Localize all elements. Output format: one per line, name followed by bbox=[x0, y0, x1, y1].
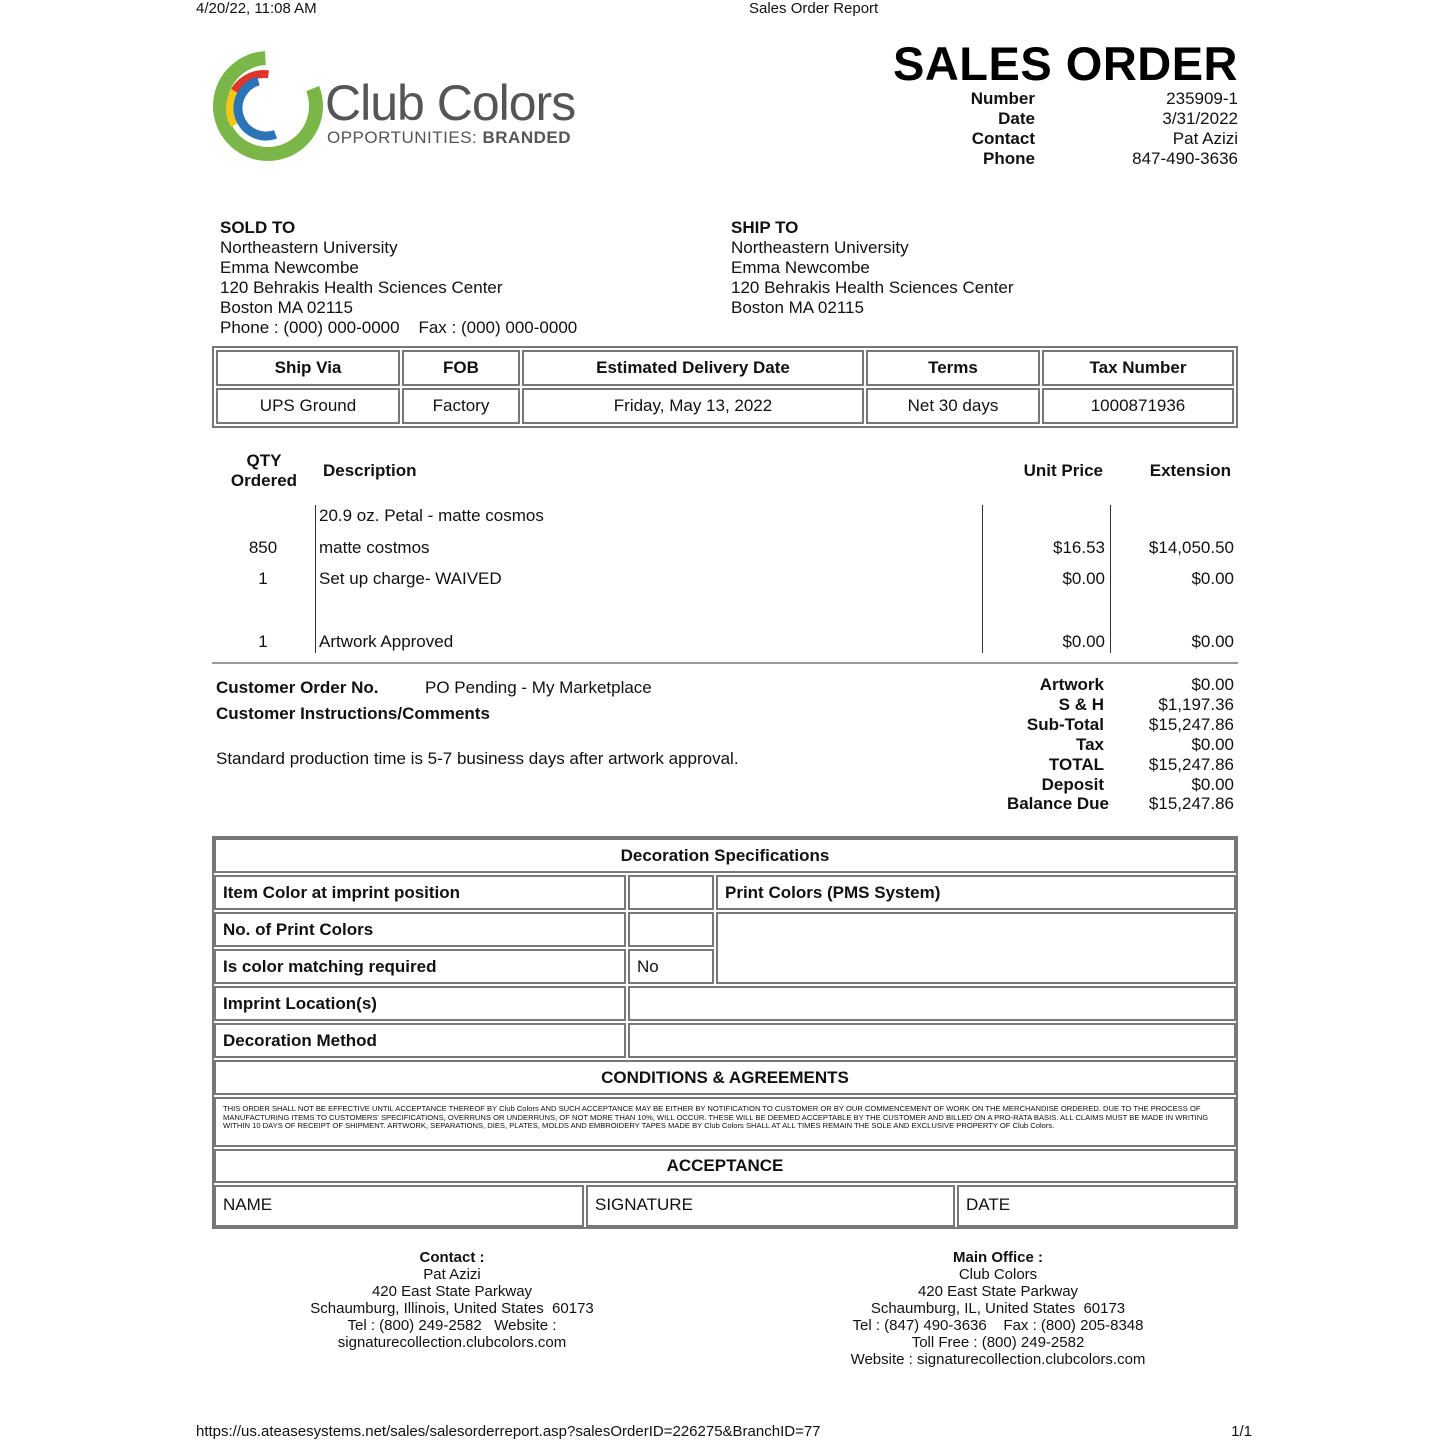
delivery-date-header: Estimated Delivery Date bbox=[522, 350, 864, 386]
unit-price-header: Unit Price bbox=[1023, 461, 1103, 480]
footer-contact-heading: Contact : bbox=[419, 1249, 485, 1266]
line-item-unit-price: $0.00 bbox=[1062, 569, 1105, 588]
delivery-date-value: Friday, May 13, 2022 bbox=[522, 388, 864, 424]
print-page-count: 1/1 bbox=[1231, 1423, 1252, 1440]
acceptance-title: ACCEPTANCE bbox=[666, 1156, 784, 1175]
sold-to-block bbox=[220, 218, 577, 338]
shipping-header-row bbox=[216, 350, 1234, 386]
tax-number-header: Tax Number bbox=[1042, 350, 1234, 386]
decoration-title-cell bbox=[214, 838, 1236, 873]
line-item-extension: $0.00 bbox=[1191, 569, 1234, 588]
line-item-qty: 850 bbox=[248, 538, 278, 557]
sold-to-line: Boston MA 02115 bbox=[220, 298, 353, 317]
order-date-row: Date 3/31/2022 bbox=[998, 109, 1238, 128]
order-phone-row: Phone 847-490-3636 bbox=[983, 149, 1238, 168]
print-datetime: 4/20/22, 11:08 AM bbox=[196, 0, 317, 17]
sales-order-title: SALES ORDER bbox=[893, 37, 1238, 90]
logo-tagline: OPPORTUNITIES: BRANDED bbox=[327, 128, 571, 147]
footer-office-website[interactable]: Website : signaturecollection.clubcolors.com bbox=[850, 1351, 1146, 1368]
sold-to-line: Emma Newcombe bbox=[220, 258, 359, 277]
footer-office-line: Schaumburg, IL, United States 60173 bbox=[870, 1300, 1126, 1317]
subtotal-label: Sub-Total bbox=[1026, 715, 1104, 734]
customer-order-label: Customer Order No. bbox=[216, 678, 379, 697]
customer-instructions-label: Customer Instructions/Comments bbox=[216, 704, 490, 723]
balance-due-value: $15,247.86 bbox=[1148, 794, 1234, 813]
balance-due-label: Balance Due bbox=[1006, 794, 1109, 813]
artwork-total-value: $0.00 bbox=[1191, 675, 1234, 694]
conditions-title-cell bbox=[214, 1060, 1236, 1095]
logo-name: Club Colors bbox=[325, 75, 576, 131]
footer-office-line: Tel : (847) 490-3636 Fax : (800) 205-8348 bbox=[852, 1317, 1144, 1334]
decoration-method-value-cell bbox=[628, 1023, 1236, 1058]
terms-value: Net 30 days bbox=[866, 388, 1040, 424]
tax-value: $0.00 bbox=[1191, 735, 1234, 754]
fob-value: Factory bbox=[402, 388, 520, 424]
customer-comment: Standard production time is 5-7 business days after artwork approval. bbox=[216, 749, 739, 768]
color-match-label-cell: Is color matching required bbox=[214, 949, 626, 984]
acceptance-date-cell[interactable]: DATE bbox=[957, 1185, 1236, 1227]
line-item-description: Set up charge- WAIVED bbox=[319, 569, 502, 588]
subtotal-value: $15,247.86 bbox=[1148, 715, 1234, 734]
description-header: Description bbox=[323, 461, 417, 480]
sold-to-heading: SOLD TO bbox=[220, 218, 296, 237]
print-url: https://us.ateasesystems.net/sales/salesorderreport.asp?salesOrderID=226275&BranchID=77 bbox=[196, 1423, 821, 1440]
qty-ordered-header: QTY Ordered bbox=[230, 451, 298, 490]
grand-total-label: TOTAL bbox=[1048, 755, 1104, 774]
shipping-handling-label: S & H bbox=[1058, 695, 1104, 714]
grand-total-value: $15,247.86 bbox=[1148, 755, 1234, 774]
item-color-value-cell bbox=[628, 875, 714, 910]
line-item-unit-price: $16.53 bbox=[1053, 538, 1105, 557]
deposit-value: $0.00 bbox=[1191, 775, 1234, 794]
acceptance-signature-cell[interactable]: SIGNATURE bbox=[586, 1185, 955, 1227]
extension-header: Extension bbox=[1149, 461, 1231, 480]
acceptance-title-cell bbox=[214, 1149, 1236, 1183]
footer-office-block bbox=[798, 1249, 1198, 1368]
acceptance-name-cell[interactable]: NAME bbox=[214, 1185, 584, 1227]
num-colors-value-cell bbox=[628, 912, 714, 947]
fob-header: FOB bbox=[402, 350, 520, 386]
line-item-qty: 1 bbox=[258, 632, 268, 651]
ship-to-line: 120 Behrakis Health Sciences Center bbox=[731, 278, 1014, 297]
tax-label: Tax bbox=[1075, 735, 1104, 754]
sold-to-line: 120 Behrakis Health Sciences Center bbox=[220, 278, 503, 297]
line-item-extension: $0.00 bbox=[1191, 632, 1234, 651]
deposit-label: Deposit bbox=[1041, 775, 1104, 794]
sold-to-line: Northeastern University bbox=[220, 238, 398, 257]
decoration-title: Decoration Specifications bbox=[620, 845, 830, 865]
sold-to-phone-fax: Phone : (000) 000-0000 Fax : (000) 000-0000 bbox=[220, 318, 578, 337]
ship-to-block bbox=[731, 218, 1014, 318]
line-item-description: 20.9 oz. Petal - matte cosmos bbox=[319, 506, 544, 525]
imprint-location-label-cell: Imprint Location(s) bbox=[214, 986, 626, 1021]
item-color-label-cell: Item Color at imprint position bbox=[214, 875, 626, 910]
num-colors-label-cell: No. of Print Colors bbox=[214, 912, 626, 947]
ship-to-line: Emma Newcombe bbox=[731, 258, 870, 277]
footer-contact-line: Pat Azizi bbox=[423, 1266, 481, 1283]
line-item-extension: $14,050.50 bbox=[1148, 538, 1234, 557]
footer-office-line: Club Colors bbox=[958, 1266, 1038, 1283]
line-items-list bbox=[212, 506, 1238, 656]
footer-office-line: 420 East State Parkway bbox=[917, 1283, 1079, 1300]
conditions-text-cell bbox=[214, 1097, 1236, 1147]
color-match-value-cell: No bbox=[628, 949, 714, 984]
order-number-row: Number 235909-1 bbox=[970, 89, 1238, 108]
shipping-info-table bbox=[212, 346, 1238, 428]
shipping-handling-value: $1,197.36 bbox=[1158, 695, 1234, 714]
order-meta bbox=[900, 89, 1238, 174]
line-item-unit-price: $0.00 bbox=[1062, 632, 1105, 651]
conditions-title: CONDITIONS & AGREEMENTS bbox=[601, 1067, 849, 1087]
print-colors-value-cell bbox=[716, 912, 1236, 984]
line-item-description: Artwork Approved bbox=[319, 632, 454, 651]
imprint-location-value-cell bbox=[628, 986, 1236, 1021]
tax-number-value: 1000871936 bbox=[1042, 388, 1234, 424]
conditions-text: THIS ORDER SHALL NOT BE EFFECTIVE UNTIL ACCEPTANCE THEREOF BY Club Colors AND SUCH ACCEPTANCE MAY BE EITHER BY NOTIFICATION TO CUSTOMER OR BY OUR COMMENCEMENT OF WORK ON THE MERCHANDISE ORDERED. DUE TO THE PROCESS OF MANUFACTURING ITEMS TO CUSTOMERS' SPECIFICATIONS, OVERRUNS OR UNDERRUNS, OF NOT MORE THAN 10%, WILL OCCUR. THESE WILL BE DEEMED ACCEPTABLE BY THE CUSTOMER AND BILLED ON A PRO-RATA BASIS. ALL CLAIMS MUST BE MADE IN WRITING WITHIN 10 DAYS OF RECEIPT OF SHIPMENT. ARTWORK, SEPARATIONS, DIES, PLATES, MOLDS AND EMBROIDERY TAPES MADE BY Club Colors SHALL AT ALL TIMES REMAIN THE SOLE AND EXCLUSIVE PROPERTY OF Club Colors. bbox=[223, 1104, 1209, 1131]
logo-swirl-icon bbox=[212, 50, 324, 162]
ship-via-value: UPS Ground bbox=[216, 388, 400, 424]
customer-order-value: PO Pending - My Marketplace bbox=[425, 678, 652, 697]
footer-contact-line: Schaumburg, Illinois, United States 60173 bbox=[310, 1300, 594, 1317]
footer-office-heading: Main Office : bbox=[952, 1249, 1043, 1266]
shipping-value-row bbox=[216, 388, 1234, 424]
footer-contact-block bbox=[252, 1249, 652, 1351]
line-item-description: matte costmos bbox=[319, 538, 430, 557]
footer-contact-line: 420 East State Parkway bbox=[371, 1283, 533, 1300]
footer-contact-line: Tel : (800) 249-2582 Website : bbox=[347, 1317, 557, 1334]
artwork-total-label: Artwork bbox=[1039, 675, 1104, 694]
club-colors-logo bbox=[212, 48, 592, 163]
ship-to-line: Northeastern University bbox=[731, 238, 909, 257]
totals-block bbox=[980, 675, 1234, 820]
ship-to-heading: SHIP TO bbox=[731, 218, 799, 237]
line-item-qty: 1 bbox=[258, 569, 268, 588]
print-page-title: Sales Order Report bbox=[749, 0, 879, 17]
order-contact-row: Contact Pat Azizi bbox=[971, 129, 1238, 148]
print-colors-label-cell: Print Colors (PMS System) bbox=[716, 875, 1236, 910]
decoration-method-label-cell: Decoration Method bbox=[214, 1023, 626, 1058]
ship-via-header: Ship Via bbox=[216, 350, 400, 386]
footer-contact-website[interactable]: signaturecollection.clubcolors.com bbox=[337, 1334, 567, 1351]
line-items-divider bbox=[212, 662, 1238, 664]
terms-header: Terms bbox=[866, 350, 1040, 386]
footer-office-line: Toll Free : (800) 249-2582 bbox=[911, 1334, 1085, 1351]
ship-to-line: Boston MA 02115 bbox=[731, 298, 864, 317]
